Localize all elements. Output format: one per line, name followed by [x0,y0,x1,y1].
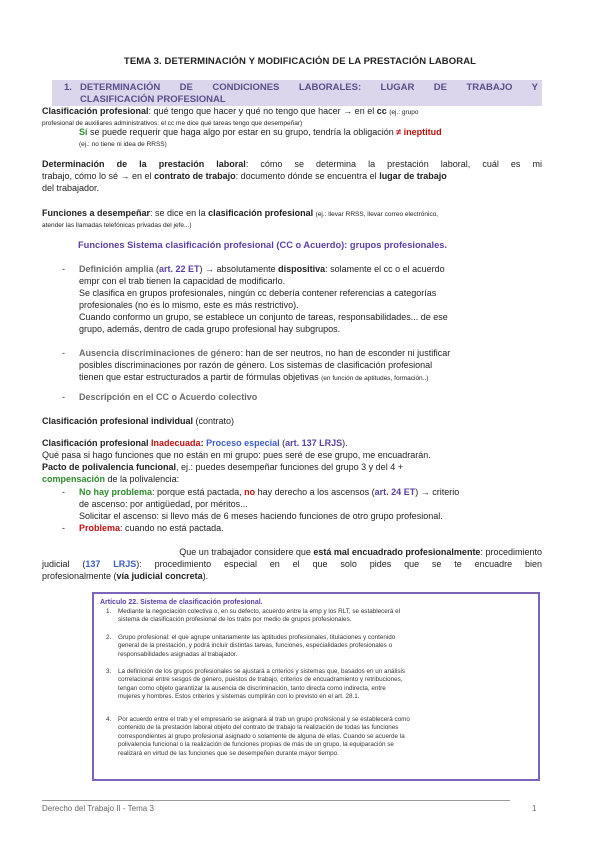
bullet-discriminacion [79,348,549,360]
footer-title: Derecho del Trabajo II - Tema 3 [42,804,154,813]
text: dispositiva [278,264,326,274]
text: no [244,487,256,497]
subbullet-no-problema [79,487,559,499]
text: judicial ( [42,559,86,569]
text: Inadecuada [151,438,201,448]
article-line: polivalencia funcional o la realización de funciones propias de más de un grupo, la equiparación se [118,741,394,749]
article-title: Artículo 22. Sistema de clasificación profesional. [100,599,263,606]
text: ). [202,571,209,581]
text: se puede requerir que haga algo por estar en su grupo, tendría la obligación [87,127,397,137]
text: contrato de trabajo [154,171,236,181]
article-line: general de la prestación, y podrá incluir distintas tareas, funciones, especialidades profesionales o [118,642,393,650]
paragraph-si [79,127,549,139]
paragraph-line [42,559,542,571]
paragraph-line [42,571,542,583]
paragraph-clasificacion [42,106,542,119]
example-line: atender las llamadas telefónicas privadas del jefe...) [42,222,192,229]
article-quote-box [92,592,540,781]
reference: art. 22 ET [159,264,200,274]
text: : porque está pactada, [152,487,245,497]
text: está mal encuadrado profesionalmente [313,547,481,557]
paragraph-line [42,474,552,486]
article-item [118,608,532,625]
article-item-number: 4. [106,716,112,723]
article-line: sistema de clasificación profesional de los trabs por medio de grupos profesionales. [118,616,352,624]
term: Clasificación profesional [42,106,149,116]
article-item-number: 2. [106,634,112,641]
article-line: contenido de la prestación laboral objeto del contrato de trabajo la realización de todas las funciones [118,724,399,732]
article-line: correspondientes al grupo profesional asignado o solamente de alguna de ellas. Cuando se acuerde la [118,732,405,740]
term: Clasificación profesional individual [42,416,194,426]
example-line: profesional de auxiliares administrativos: el cc me dice qué tareas tengo que desempeñar) [42,120,303,127]
paragraph-line [42,171,552,183]
reference: 137 LRJS [85,559,137,569]
text: compensación [42,474,106,484]
reference: art. 24 ET [374,487,416,497]
paragraph-line: del trabajador. [42,183,100,193]
text: : cómo se determina la prestación laboral, cuál es mi [245,159,542,169]
term: Funciones a desempeñar [42,208,151,218]
bullet-dash: - [62,487,65,497]
reference: art. 137 LRJS [285,438,343,448]
text: hay derecho a los ascensos ( [255,487,375,497]
text: No hay problema [79,487,153,497]
text: Proceso especial [206,438,280,448]
text: : documento dónde se encuentra el [235,171,380,181]
term: Clasificación profesional [42,438,152,448]
bullet-dash: - [62,264,65,274]
text: Sí [79,127,88,137]
text: lugar de trabajo [379,171,447,181]
term: Ausencia discriminaciones de género [79,348,241,358]
example: (ej.: llevar RRSS, llevar correo electrónico, [315,211,439,218]
article-line: tengan como objeto garantizar la ausencia de discriminación, tanto directa como indirecta, entre [118,684,386,692]
text: trabajo, cómo lo sé → en el [42,171,155,181]
text: clasificación profesional [208,208,314,218]
text: (contrato) [193,416,235,426]
subbullet-line: de ascenso: por antigüedad, por méritos... [79,499,248,509]
paragraph-funciones [42,208,552,221]
text: ) → criterio [415,487,460,497]
footer-divider [42,800,510,801]
text: Que un trabajador considere que [179,547,314,557]
bullet-line: profesionales (no es lo mismo, este es más restrictivo). [79,300,299,310]
text: cc [376,106,387,116]
text: : se dice en la [150,208,209,218]
text: ≠ ineptitud [396,127,442,137]
page-number: 1 [532,804,537,813]
bullet-line: empr con el trab tienen la capacidad de modificarlo. [79,276,286,286]
bullet-line: Cuando conformo un grupo, se establece un conjunto de tareas, responsabilidades... de ese [79,312,448,322]
page-title: TEMA 3. DETERMINACIÓN Y MODIFICACIÓN DE LA PRESTACIÓN LABORAL [123,56,477,67]
example-line: (ej.: no tiene ni idea de RRSS) [79,141,167,148]
article-line: correlacional entre sesgos de género, puestos de trabajo, criterios de encuadramiento y retribuciones, [118,676,403,684]
text: → absolutamente [202,264,279,274]
text: , ej.: puedes desempeñar funciones del grupo 3 y del 4 + [176,462,403,472]
section-title-line1: DETERMINACIÓN DE CONDICIONES LABORALES: LUGAR DE TRABAJO Y [80,82,538,93]
text: : procedimiento [480,547,542,557]
subbullet-problema [79,523,549,535]
subheading: Funciones Sistema clasificación profesional (CC o Acuerdo): grupos profesionales. [78,240,448,250]
text: : han de ser neutros, no han de esconder ni justificar [240,348,451,358]
bullet-line: posibles discriminaciones por razón de género. Los sistemas de clasificación profesional [79,360,433,370]
article-item-number: 1. [106,608,112,615]
term: Determinación de la prestación laboral [42,159,246,169]
bullet-dash: - [62,348,65,358]
text: vía judicial concreta [116,571,203,581]
article-item-number: 3. [106,668,112,675]
bullet-line: grupo, además, dentro de cada grupo profesional hay subgrupos. [79,324,341,334]
paragraph-inadecuada: Clasificación profesional Inadecuada: Proceso especial (art. 137 LRJS). [42,438,348,448]
bullet-descripcion: Descripción en el CC o Acuerdo colectivo [79,392,258,402]
subbullet-line: Solicitar el ascenso: si llevo más de 6 meses haciendo funciones de otro grupo profesional. [79,511,443,521]
text: profesionalmente ( [42,571,117,581]
bullet-dash: - [62,523,65,533]
term: Definición amplia [79,264,154,274]
section-heading [52,80,542,106]
paragraph-individual [42,416,542,428]
article-line: Mediante la negociación colectiva o, en su defecto, acuerdo entre la emp y los RLT, se establecerá el [118,608,401,615]
bullet-definicion: Definición amplia (art. 22 ET) → absolutamente dispositiva: solamente el cc o el acuerdo [79,264,445,274]
example: (ej.: grupo [389,109,419,116]
text: : qué tengo que hacer y qué no tengo que hacer → en el [148,106,377,116]
article-line: Por acuerdo entre el trab y el empresario se asignará al trab un grupo profesional y se establecerá como [118,716,410,723]
article-item [118,668,532,702]
text: : solamente el cc o el acuerdo [325,264,445,274]
article-item [118,716,532,758]
paragraph-line: Qué pasa si hago funciones que no están en mi grupo: pues seré de ese grupo, me encuadrarán. [42,450,431,460]
article-line: Grupo profesional: el que agrupe unitariamente las aptitudes profesionales, titulaciones y contenido [118,634,396,641]
article-line: La definición de los grupos profesionales se ajustará a criterios y sistemas que, basados en un análisis [118,668,406,675]
section-title-line2: CLASIFICACIÓN PROFESIONAL [80,94,226,105]
text: Problema [79,523,121,533]
text: : cuando no está pactada. [120,523,224,533]
example: (en función de aptitudes, formación..) [321,375,429,382]
paragraph-line [42,462,552,474]
section-number: 1. [64,82,72,93]
text: : [200,438,207,448]
article-line: responsabilidades asignadas al trabajador. [118,650,238,658]
bullet-dash: - [62,392,65,402]
text: tienen que estar estructurados a partir de fórmulas objetivas [79,372,322,382]
bullet-line [79,372,559,385]
bullet-line: Se clasifica en grupos profesionales, ningún cc debería contener referencias a categorías [79,288,437,298]
paragraph-encuadrado [42,547,542,559]
text: ): procedimiento especial en el que solo pides que se te encuadre bien [136,559,543,569]
text: Pacto de polivalencia funcional [42,462,177,472]
paragraph-determinacion [42,159,542,171]
article-line: mujeres y hombres. Estos criterios y sistemas cumplirán con lo previsto en el art. 28.1. [118,693,360,701]
article-item [118,634,532,659]
text: de la polivalencia: [105,474,180,484]
article-line: realizará en virtud de las funciones que se desempeñen durante mayor tiempo. [118,749,339,757]
